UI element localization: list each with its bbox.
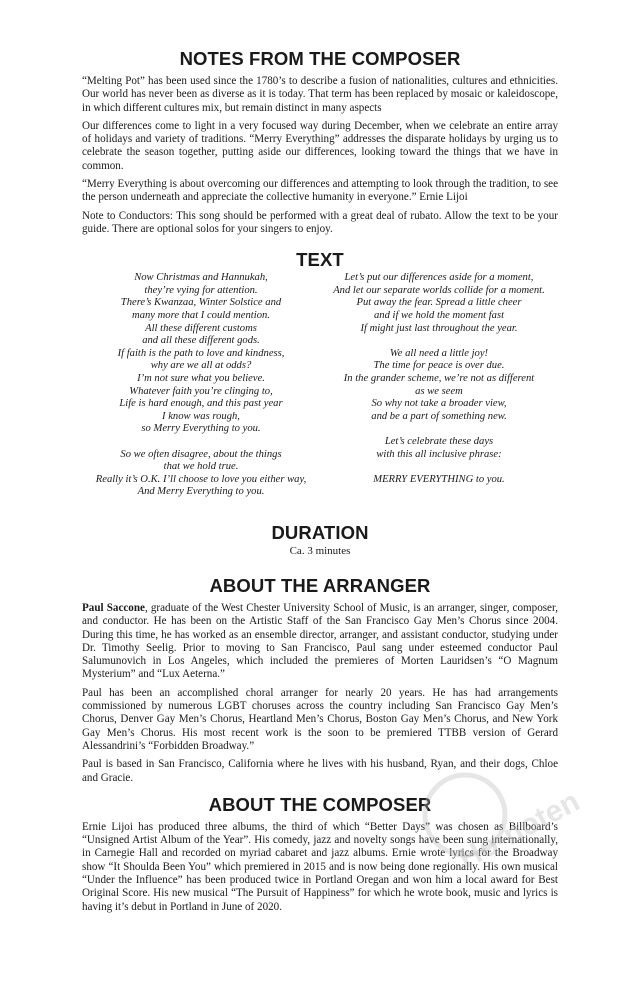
lyric-line: The time for peace is over due. xyxy=(373,360,505,372)
lyric-line: So we often disagree, about the things xyxy=(120,448,282,460)
lyric-line: I’m not sure what you believe. xyxy=(137,373,265,385)
lyrics-columns xyxy=(82,272,558,499)
lyric-line: Now Christmas and Hannukah, xyxy=(134,272,268,284)
arranger-heading: ABOUT THE ARRANGER xyxy=(209,574,431,596)
lyric-line: Let’s celebrate these days xyxy=(384,435,494,447)
lyric-line: they’re vying for attention. xyxy=(144,284,258,296)
arranger-paragraph-2: Paul has been an accomplished choral arranger for nearly 20 years. He has had arrangements commissioned by numerous LGBT choruses across the country including San Francisco Gay Men’s Chorus, Denver Gay Men’s Chorus, Heartland Men’s Chorus, Boston Gay Men’s Chorus, and New York Gay Men’s Chorus. His most recent work is the soon to be premiered TTBB version of Gerard Alessandrini’s “Forbidden Broadway.” xyxy=(82,686,558,752)
lyrics-stanza xyxy=(320,436,558,461)
lyrics-right-column xyxy=(320,272,558,499)
lyric-line: Really it’s O.K. I’ll choose to love you either way, xyxy=(95,473,307,485)
notes-paragraph-3: “Merry Everything is about overcoming our differences and attempting to look through the tradition, to see the person underneath and appreciate the collective humanity in everyone.” Ernie Lijoi xyxy=(82,178,558,204)
lyrics-stanza xyxy=(320,348,558,424)
lyric-line: so Merry Everything to you. xyxy=(141,423,261,435)
lyric-line: and if we hold the moment fast xyxy=(373,310,505,322)
lyric-line: with this all inclusive phrase: xyxy=(376,448,502,460)
lyric-line: We all need a little joy! xyxy=(389,347,489,359)
lyric-line: There’s Kwanzaa, Winter Solstice and xyxy=(120,297,282,309)
lyric-line: and be a part of something new. xyxy=(371,410,507,422)
lyric-line: Let’s put our differences aside for a moment, xyxy=(344,272,534,284)
lyric-line: that we hold true. xyxy=(163,461,239,473)
lyric-line: And Merry Everything to you. xyxy=(137,486,265,498)
lyric-line: I know was rough, xyxy=(162,410,240,422)
lyrics-stanza xyxy=(320,474,558,487)
notes-paragraph-2: Our differences come to light in a very focused way during December, when we celebrate an entire array of holidays and variety of traditions. “Merry Everything” addresses the disparate holidays by urging us to celebrate the season together, putting aside our differences, looking toward the things that we have in common. xyxy=(82,119,558,172)
notes-heading: NOTES FROM THE COMPOSER xyxy=(179,48,461,69)
lyric-line: And let our separate worlds collide for a moment. xyxy=(333,284,545,296)
watermark-text: Ho-noten xyxy=(453,784,585,876)
lyrics-stanza xyxy=(82,272,320,436)
lyric-line: Put away the fear. Spread a little cheer xyxy=(356,297,522,309)
lyric-line: many more that I could mention. xyxy=(132,310,270,322)
duration-value: Ca. 3 minutes xyxy=(289,544,351,557)
arranger-name: Paul Saccone xyxy=(82,601,145,614)
lyric-line: as we seem xyxy=(415,385,463,397)
arranger-paragraph-1 xyxy=(82,602,558,682)
lyric-line: and all these different gods. xyxy=(142,335,260,347)
lyrics-left-column xyxy=(82,272,320,499)
lyric-line: So why not take a broader view, xyxy=(371,398,507,410)
composer-heading: ABOUT THE COMPOSER xyxy=(208,793,432,815)
duration-heading: DURATION xyxy=(271,521,369,543)
about-composer-section xyxy=(82,794,558,914)
arranger-paragraph-1-text: , graduate of the West Chester University School of Music, is an arranger, singer, composer, and conductor. He has been on the Artistic Staff of the San Francisco Gay Men’s Chorus since 2004. During this time, he has worked as an ensemble director, arranger, and assistant conductor, studying under Dr. Timothy Seelig. Prior to moving to San Francisco, Paul sang under esteemed conductor Paul Salumunovich in Los Angeles, which included the premieres of Morten Lauridsen’s “O Magnum Mysterium” and “Lux Aeterna.” xyxy=(82,601,559,681)
duration-section xyxy=(82,522,558,558)
lyric-line: why are we all at odds? xyxy=(150,360,252,372)
lyrics-stanza xyxy=(320,272,558,335)
lyric-line: All these different customs xyxy=(145,322,257,334)
composer-paragraph-1: Ernie Lijoi has produced three albums, the third of which “Better Days” was chosen as Billboard’s “Unsigned Artist Album of the Year”. His comedy, jazz and novelty songs have been sung internationally, in Carnegie Hall and recorded on myriad cabaret and jazz albums. Ernie wrote lyrics for the Broadway show “It Shoulda Been You” which premiered in 2015 and is now being done regionally. His own musical “Under the Influence” has been produced twice in Portland Oregan and won him a local award for Best Original Score. His new musical “The Pursuit of Happiness” for which he wrote book, music and lyrics is having it’s debut in Portland in June of 2020. xyxy=(82,820,558,913)
lyric-line: If might just last throughout the year. xyxy=(360,322,518,334)
lyric-line: Life is hard enough, and this past year xyxy=(119,398,283,410)
lyric-line: In the grander scheme, we’re not as different xyxy=(343,373,535,385)
notes-from-composer-section xyxy=(82,48,558,236)
lyric-line: If faith is the path to love and kindness, xyxy=(117,347,285,359)
notes-paragraph-4: Note to Conductors: This song should be performed with a great deal of rubato. Allow the text to be your guide. There are optional solos for your singers to enjoy. xyxy=(82,209,558,235)
text-heading: TEXT xyxy=(296,249,344,271)
lyric-line: Whatever faith you’re clinging to, xyxy=(129,385,273,397)
arranger-paragraph-3: Paul is based in San Francisco, California where he lives with his husband, Ryan, and their dogs, Chloe and Gracie. xyxy=(82,758,558,784)
lyrics-stanza xyxy=(82,449,320,499)
page xyxy=(82,48,558,919)
lyric-line: MERRY EVERYTHING to you. xyxy=(373,473,505,485)
notes-paragraph-1: “Melting Pot” has been used since the 1780’s to describe a fusion of nationalities, cultures and ethnicities. Our world has never been as diverse as it is today. That term has been replaced by mosaic or kaleidoscope, in which different cultures mix, but remain distinct in many aspects xyxy=(82,75,558,114)
about-arranger-section xyxy=(82,575,558,785)
text-section xyxy=(82,249,558,499)
